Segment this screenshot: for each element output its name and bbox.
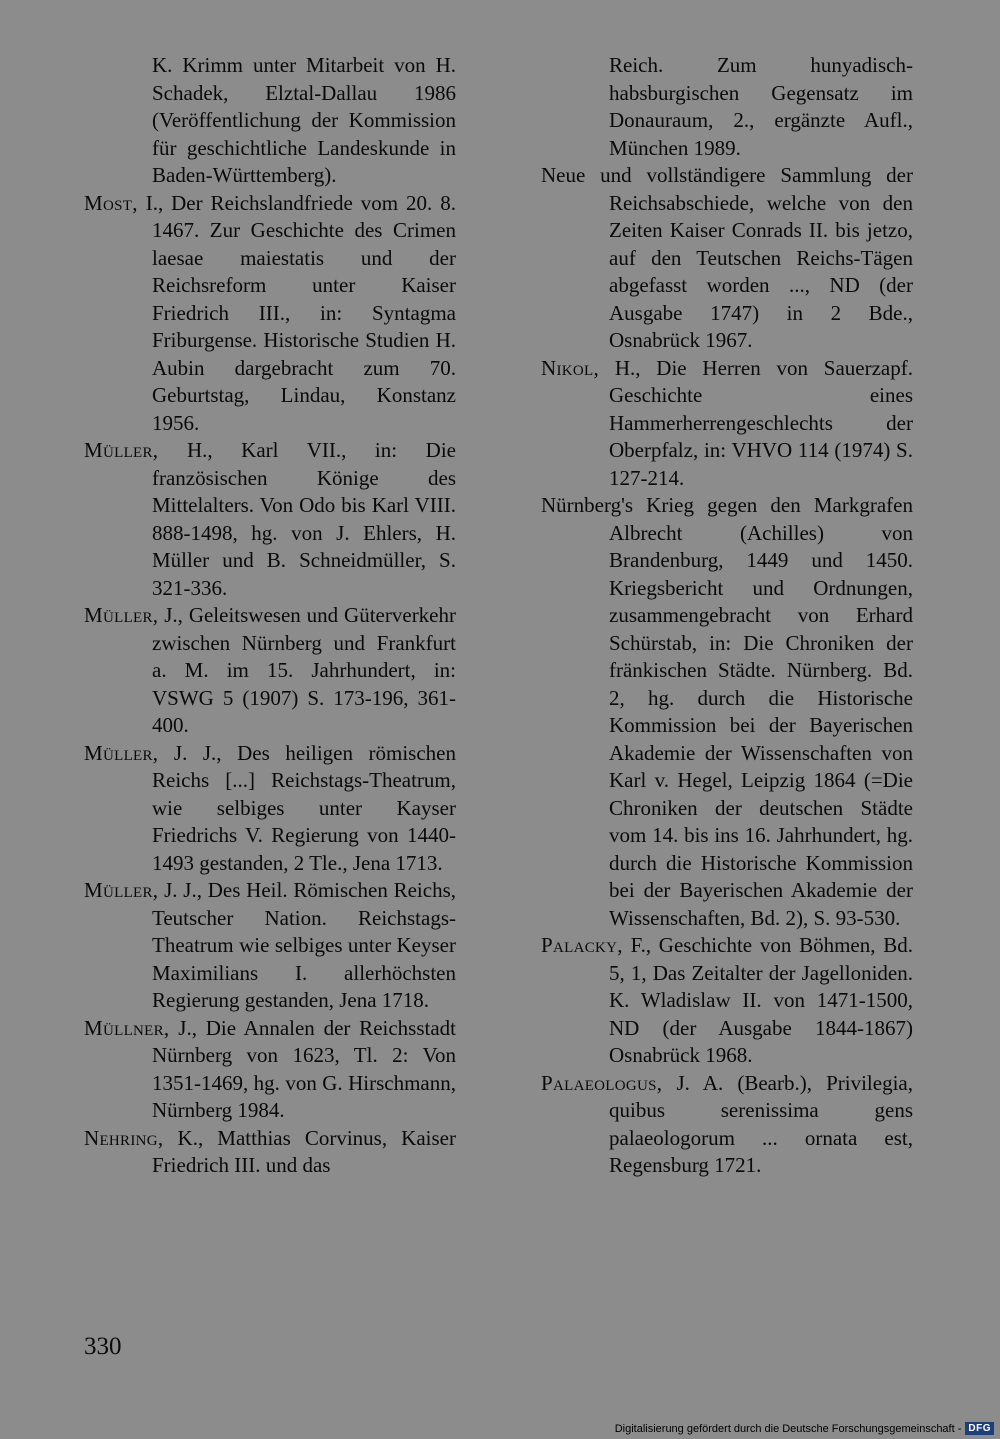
bibliography-entry — [84, 602, 456, 740]
entry-text: J. A. (Bearb.), Privilegia, quibus serenissima gens palaeologorum ... ornata est, Regensburg 1721. — [609, 1070, 913, 1177]
entry-text: Neue und vollständigere Sammlung der Reichsabschiede, welche von den Zeiten Kaiser Conrads II. bis jetzo, auf den Teutschen Reichs-Tägen abgefasst worden ..., ND (der Ausgabe 1747) in 2 Bde., Osnabrück 1967. — [541, 163, 913, 352]
entry-text: J. J., Des heiligen römischen Reichs [...] Reichstags-Theatrum, wie selbiges unter Kayser Friedrichs V. Regierung von 1440-1493 gestanden, 2 Tle., Jena 1713. — [152, 740, 456, 875]
entry-text: Reich. Zum hunyadisch-habsburgischen Gegensatz im Donauraum, 2., ergänzte Aufl., München 1989. — [609, 53, 913, 160]
entry-text: J., Geleitswesen und Güterverkehr zwischen Nürnberg und Frankfurt a. M. im 15. Jahrhundert, in: VSWG 5 (1907) S. 173-196, 361-400. — [152, 603, 456, 737]
entry-text: F., Geschichte von Böhmen, Bd. 5, 1, Das Zeitalter der Jagelloniden. K. Wladislaw II. von 1471-1500, ND (der Ausgabe 1844-1867) Osnabrück 1968. — [609, 933, 913, 1067]
entry-author: Müllner, — [84, 1015, 170, 1040]
dfg-logo: DFG — [965, 1422, 994, 1435]
left-column — [84, 52, 456, 1180]
bibliography-entry — [541, 1070, 913, 1180]
bibliography-entry — [84, 437, 456, 602]
bibliography-entry — [84, 1125, 456, 1180]
bibliography-entry — [541, 932, 913, 1070]
page-number: 330 — [84, 1333, 122, 1360]
bibliography-entry — [541, 52, 913, 162]
entry-text: Nürnberg's Krieg gegen den Markgrafen Albrecht (Achilles) von Brandenburg, 1449 und 1450. Kriegsbericht und Ordnungen, zusammengebracht von Erhard Schürstab, in: Die Chroniken der fränkischen Städte. Nürnberg. Bd. 2, hg. durch die Historische Kommission bei der Bayerischen Akademie der Wissenschaften von Karl v. Hegel, Leipzig 1864 (=Die Chroniken der deutschen Städte vom 14. bis ins 16. Jahrhundert, hg. durch die Historische Kommission bei der Bayerischen Akademie der Wissenschaften, Bd. 2), S. 93-530. — [541, 493, 913, 930]
footer — [615, 1422, 994, 1435]
bibliography-entry — [541, 162, 913, 355]
entry-author: Müller, — [84, 438, 159, 462]
right-column — [541, 52, 913, 1180]
entry-author: Müller, — [84, 878, 159, 902]
entry-text: J., Die Annalen der Reichsstadt Nürnberg von 1623, Tl. 2: Von 1351-1469, hg. von G. Hirschmann, Nürnberg 1984. — [152, 1015, 456, 1122]
bibliography-entry — [84, 877, 456, 1015]
entry-text: H., Die Herren von Sauerzapf. Geschichte eines Hammerherrengeschlechts der Oberpfalz, in: VHVO 114 (1974) S. 127-214. — [599, 355, 913, 490]
entry-text: I., Der Reichslandfriede vom 20. 8. 1467. Zur Geschichte des Crimen laesae maiestatis und der Reichsreform unter Kaiser Friedrich III., in: Syntagma Friburgense. Historische Studien H. Aubin dargebracht zum 70. Geburtstag, Lindau, Konstanz 1956. — [137, 190, 456, 435]
bibliography-entry — [84, 1015, 456, 1125]
entry-author: Nehring, — [84, 1125, 164, 1150]
entry-author: Palaeologus, — [541, 1070, 663, 1095]
entry-author: Müller, — [84, 603, 159, 627]
entry-author: Most, — [84, 190, 138, 215]
bibliography-entry — [84, 190, 456, 438]
entry-text: H., Karl VII., in: Die französischen Könige des Mittelalters. Von Odo bis Karl VIII. 888-1498, hg. von J. Ehlers, H. Müller und B. Schneidmüller, S. 321-336. — [152, 438, 456, 600]
bibliography-entry — [541, 355, 913, 493]
bibliography-entry — [541, 492, 913, 932]
entry-author: Müller, — [84, 740, 159, 765]
entry-author: Palacky, — [541, 933, 623, 957]
bibliography-entry — [84, 740, 456, 878]
entry-author: Nikol, — [541, 355, 600, 380]
entry-text: J. J., Des Heil. Römischen Reichs, Teutscher Nation. Reichstags-Theatrum wie selbiges unter Keyser Maximilians I. allerhöchsten Regierung gestanden, Jena 1718. — [152, 878, 456, 1012]
footer-text: Digitalisierung gefördert durch die Deutsche Forschungsgemeinschaft - — [614, 1422, 962, 1435]
entry-text: K. Krimm unter Mitarbeit von H. Schadek, Elztal-Dallau 1986 (Veröffentlichung der Kommission für geschichtliche Landeskunde in Baden-Württemberg). — [152, 53, 456, 187]
entry-text: K., Matthias Corvinus, Kaiser Friedrich III. und das — [152, 1125, 456, 1177]
bibliography-entry — [84, 52, 456, 190]
